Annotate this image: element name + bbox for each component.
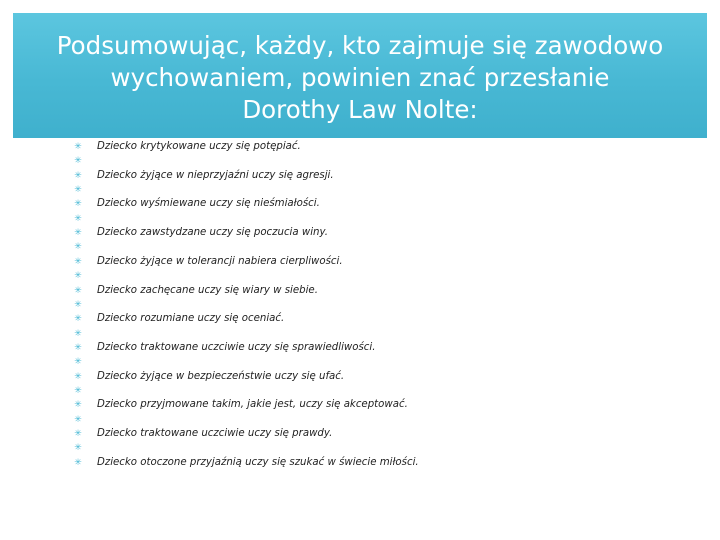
asterisk-bullet-icon: ✳ (74, 443, 82, 454)
title-banner (13, 13, 707, 138)
asterisk-bullet-icon: ✳ (74, 400, 82, 411)
asterisk-bullet-icon: ✳ (74, 414, 82, 425)
asterisk-bullet-icon: ✳ (74, 314, 82, 325)
bullet-text: Dziecko żyjące w nieprzyjaźni uczy się agresji. (97, 169, 334, 181)
bullet-text: Dziecko krytykowane uczy się potępiać. (97, 141, 301, 152)
asterisk-bullet-icon: ✳ (74, 429, 82, 439)
bullet-text: Dziecko żyjące w bezpieczeństwie uczy się ufać. (97, 370, 345, 382)
asterisk-bullet-icon: ✳ (74, 299, 82, 310)
bullet-text: Dziecko żyjące w tolerancji nabiera cierpliwości. (97, 255, 343, 267)
asterisk-bullet-icon: ✳ (74, 357, 82, 368)
asterisk-bullet-icon: ✳ (74, 342, 82, 353)
asterisk-bullet-icon: ✳ (74, 199, 82, 210)
bullet-text: Dziecko przyjmowane takim, jakie jest, uczy się akceptować. (97, 399, 408, 411)
asterisk-bullet-icon: ✳ (74, 271, 82, 282)
asterisk-bullet-icon: ✳ (74, 185, 82, 196)
bullet-text: Dziecko zachęcane uczy się wiary w siebie. (97, 284, 318, 296)
asterisk-bullet-icon: ✳ (74, 142, 82, 152)
bullet-text: Dziecko traktowane uczciwie uczy się sprawiedliwości. (97, 341, 376, 353)
asterisk-bullet-icon: ✳ (74, 228, 82, 239)
asterisk-bullet-icon: ✳ (74, 256, 82, 267)
asterisk-bullet-icon: ✳ (74, 213, 82, 224)
asterisk-bullet-icon: ✳ (74, 328, 82, 339)
bullet-text: Dziecko rozumiane uczy się oceniać. (97, 313, 285, 325)
asterisk-bullet-icon: ✳ (74, 457, 82, 468)
asterisk-bullet-icon: ✳ (74, 385, 82, 396)
bullet-text: Dziecko otoczone przyjaźnią uczy się szukać w świecie miłości. (97, 456, 419, 468)
bullet-text: Dziecko wyśmiewane uczy się nieśmiałości. (97, 198, 320, 210)
bullet-list (72, 141, 692, 496)
asterisk-bullet-icon: ✳ (74, 371, 82, 382)
asterisk-bullet-icon: ✳ (74, 170, 82, 181)
bullet-text: Dziecko zawstydzane uczy się poczucia winy. (97, 227, 328, 239)
bullet-text: Dziecko traktowane uczciwie uczy się prawdy. (97, 428, 333, 439)
asterisk-bullet-icon: ✳ (74, 156, 82, 167)
slide-title: Podsumowując, każdy, kto zajmuje się zawodowo wychowaniem, powinien znać przesłanie Dorothy Law Nolte: (56, 30, 664, 124)
asterisk-bullet-icon: ✳ (74, 242, 82, 253)
asterisk-bullet-icon: ✳ (74, 285, 82, 296)
